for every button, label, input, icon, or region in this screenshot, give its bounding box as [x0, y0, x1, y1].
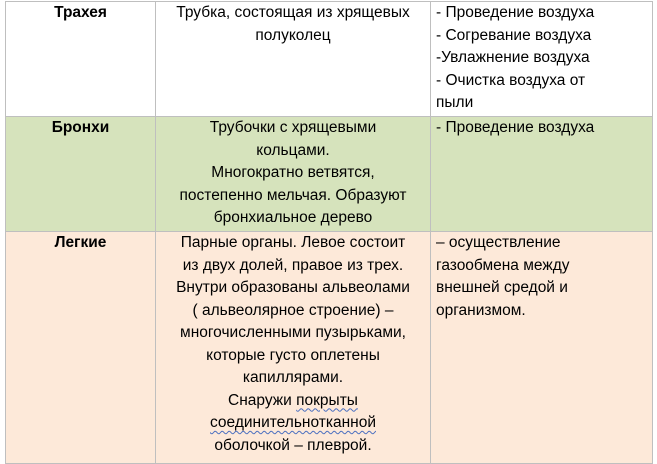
- structure-line: бронхиальное дерево: [213, 209, 373, 226]
- structure-line: Трубочки с хрящевыми: [209, 119, 377, 136]
- function-cell: [431, 117, 653, 232]
- structure-line: Парные органы. Левое состоит: [180, 234, 406, 251]
- function-line: - Проведение воздуха: [436, 119, 595, 136]
- organ-name-cell: Трахея: [6, 2, 156, 117]
- table-row-trachea: [6, 2, 653, 117]
- structure-line: полуколец: [255, 26, 331, 44]
- structure-line: многочисленными пузырьками,: [180, 324, 406, 341]
- organ-name-cell: Легкие: [6, 232, 156, 464]
- structure-cell: [156, 2, 431, 117]
- organ-name-cell: Бронхи: [6, 117, 156, 232]
- table-row-lungs: [6, 232, 653, 464]
- structure-cell: [156, 232, 431, 464]
- function-line: -Увлажнение воздуха: [436, 49, 590, 66]
- function-line: - Проведение воздуха: [436, 4, 595, 21]
- function-line: внешней средой и: [436, 279, 568, 296]
- structure-line: Многократно ветвятся,: [211, 164, 375, 181]
- table-row-bronchi: [6, 117, 653, 232]
- structure-cell: [156, 117, 431, 232]
- function-cell: [431, 2, 653, 117]
- function-line: газообмена между: [436, 256, 570, 274]
- structure-line: кольцами.: [256, 141, 330, 159]
- structure-line: которые густо оплетены: [206, 346, 380, 364]
- structure-line: постепенно мельчая. Образуют: [179, 186, 407, 204]
- structure-line: из двух долей, правое из трех.: [182, 256, 404, 274]
- structure-line: оболочкой – плеврой.: [214, 436, 372, 454]
- structure-line: ( альвеолярное строение) –: [192, 301, 394, 319]
- structure-line: Трубка, состоящая из хрящевых: [176, 4, 410, 21]
- respiratory-organs-table: [5, 1, 653, 464]
- spellcheck-flagged-word: покрыты: [296, 391, 358, 409]
- structure-line: [161, 390, 425, 413]
- structure-line: Внутри образованы альвеолами: [176, 279, 410, 296]
- structure-line: капиллярами.: [242, 369, 344, 386]
- function-line: - Согревание воздуха: [436, 26, 592, 44]
- function-cell: [431, 232, 653, 464]
- structure-word: Снаружи: [228, 391, 292, 409]
- function-line: организмом.: [436, 301, 526, 319]
- function-line: пыли: [436, 94, 474, 111]
- function-line: - Очистка воздуха от: [436, 71, 586, 89]
- spellcheck-flagged-line: соединительнотканной: [210, 414, 376, 431]
- function-line: – осуществление: [436, 234, 561, 251]
